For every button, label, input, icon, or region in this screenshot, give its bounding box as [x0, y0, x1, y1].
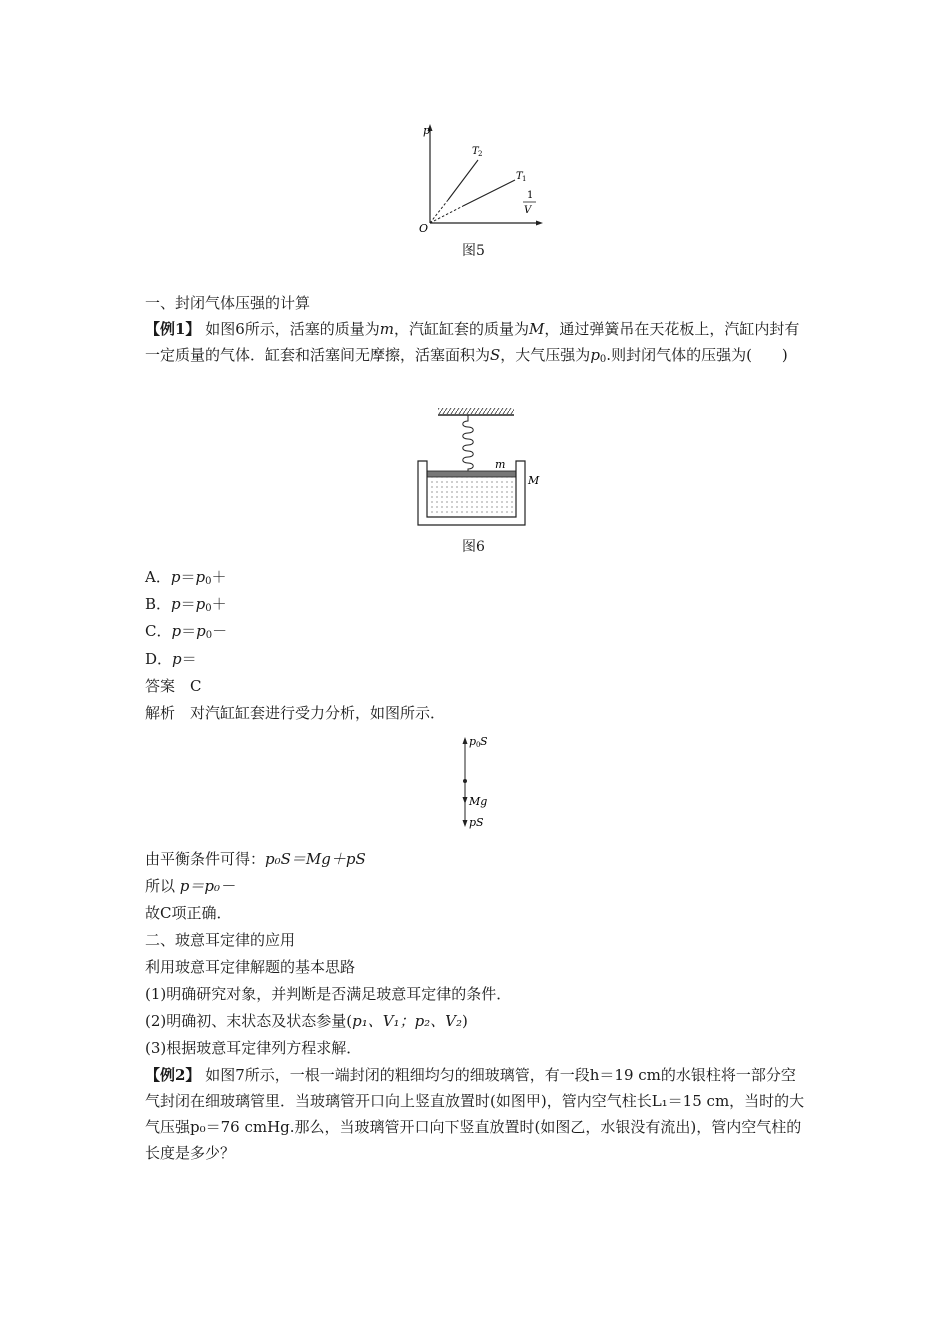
derivation-line-3: 故C项正确．	[145, 904, 232, 922]
option-c: C．$p=p_0-$	[145, 622, 228, 641]
option-a: A．$p=p_0+$	[145, 568, 227, 587]
force-diagram	[455, 733, 525, 831]
spring	[463, 415, 474, 475]
example-2-text: 【例2】 如图7所示，一根一端封闭的粗细均匀的细玻璃管，有一段h＝19 cm的水银柱将一部分空气封闭在细玻璃管里．当玻璃管开口向上竖直放置时(如图甲)，管内空气柱长L₁＝15 cm，当时的大气压强p₀＝76 cmHg.那么，当玻璃管开口向下竖直放置时(如图乙，水银没有流出)，管内空气柱的长度是多少？	[145, 1066, 805, 1162]
t1-label: T	[516, 171, 523, 182]
isotherm-t1-dashed	[430, 206, 463, 223]
force-label-p0s-sub: 0	[476, 741, 481, 749]
option-b: B．$p=p_0+$	[145, 595, 227, 614]
section-2-intro: 利用玻意耳定律解题的基本思路	[145, 958, 356, 976]
cylinder-mass-label: M	[528, 474, 540, 487]
isotherm-t2-dashed	[430, 200, 448, 223]
figure-5-caption: 图5	[462, 243, 485, 259]
section-2-step-3: (3)根据玻意耳定律列方程求解．	[145, 1039, 362, 1057]
t2-label-sub: 2	[478, 150, 483, 158]
answer-line: 答案 C	[145, 677, 202, 695]
figure-6-cylinder	[405, 405, 555, 530]
origin-label: O	[419, 222, 429, 235]
x-axis-label-denominator: V	[524, 205, 532, 216]
gas-region	[427, 477, 516, 517]
derivation-line-2: 所以 p＝p₀－	[145, 877, 235, 895]
option-d: D．p＝	[145, 650, 197, 668]
figure-6-caption: 图6	[462, 539, 485, 555]
derivation-line-1: 由平衡条件可得：p₀S＝Mg＋pS	[145, 850, 366, 868]
isotherm-t1	[463, 180, 515, 206]
analysis-line: 解析 对汽缸缸套进行受力分析，如图所示．	[145, 704, 446, 722]
force-label-p0s-s: S	[480, 735, 488, 748]
t2-label: T	[472, 146, 479, 157]
example-1-text: 【例1】 如图6所示，活塞的质量为m，汽缸缸套的质量为M，通过弹簧吊在天花板上，汽缸内封有一定质量的气体．缸套和活塞间无摩擦，活塞面积为S，大气压强为$p_0$.则封闭气体的压强为( )	[145, 320, 800, 365]
force-label-p0s-p: p	[469, 735, 477, 748]
example-1-tag: 【例1】	[145, 320, 201, 338]
section-2-step-2: (2)明确初、末状态及状态参量(p₁、V₁；p₂、V₂)	[145, 1012, 468, 1030]
figure-5-graph	[415, 120, 550, 235]
section-1-title: 一、封闭气体压强的计算	[145, 294, 311, 312]
force-label-ps: pS	[469, 816, 484, 829]
ceiling-hatch	[438, 408, 514, 414]
piston	[427, 471, 516, 477]
t1-label-sub: 1	[522, 175, 527, 183]
piston-mass-label: m	[495, 458, 506, 471]
example-2-tag: 【例2】	[145, 1066, 201, 1084]
section-2-step-1: (1)明确研究对象，并判断是否满足玻意耳定律的条件．	[145, 985, 512, 1003]
downward-arrowhead-mg	[463, 797, 468, 804]
force-label-mg: Mg	[469, 795, 488, 808]
section-2-title: 二、玻意耳定律的应用	[145, 931, 296, 949]
downward-arrowhead-ps	[463, 820, 468, 827]
isotherm-t2	[448, 160, 478, 200]
x-axis-label-numerator: 1	[527, 190, 534, 201]
y-axis-label: p	[423, 124, 431, 137]
upward-arrowhead	[463, 737, 468, 744]
center-point	[463, 779, 467, 783]
x-axis-arrow	[536, 221, 543, 226]
